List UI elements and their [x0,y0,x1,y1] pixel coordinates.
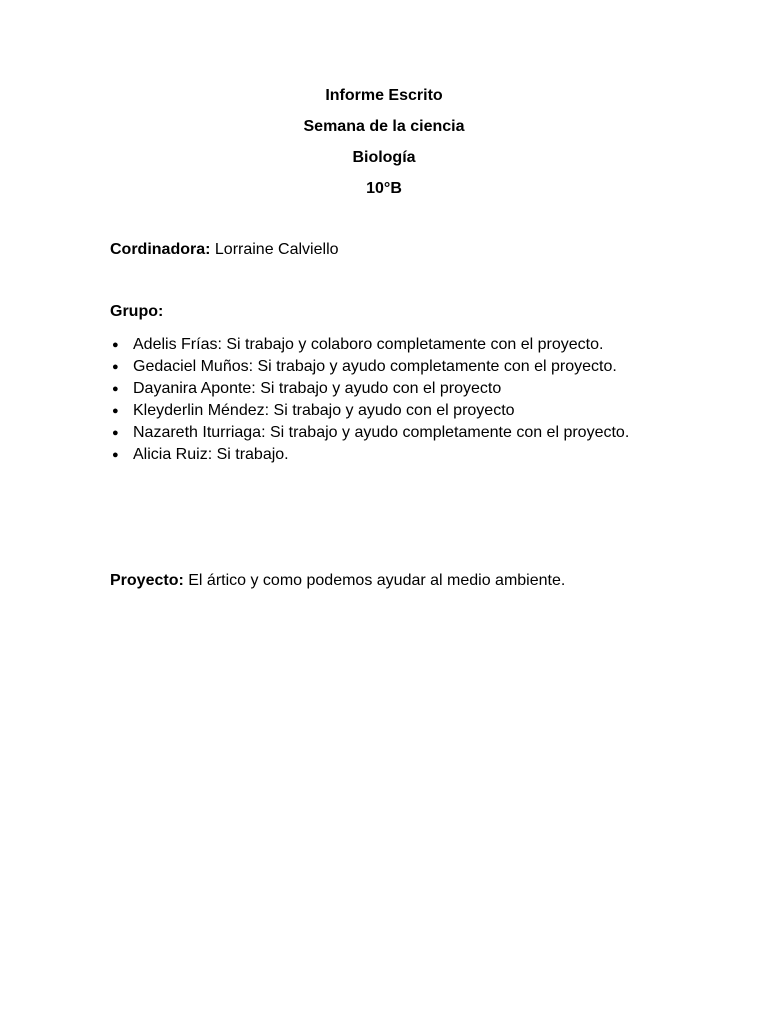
coordinator-line [110,240,339,260]
member-text: Gedaciel Muños: Si trabajo y ayudo completamente con el proyecto. [133,358,617,375]
member-text: Alicia Ruiz: Si trabajo. [133,446,289,463]
group-heading: Grupo: [110,303,164,320]
bullet-icon: ● [112,383,119,395]
member-text: Nazareth Iturriaga: Si trabajo y ayudo completamente con el proyecto. [133,424,630,441]
bullet-icon: ● [112,405,119,417]
list-item [110,334,630,356]
coordinator-name: Lorraine Calviello [210,241,339,258]
title-line: Informe Escrito [325,87,443,104]
list-item [110,400,630,422]
member-text: Kleyderlin Méndez: Si trabajo y ayudo con el proyecto [133,402,515,419]
member-text: Adelis Frías: Si trabajo y colaboro completamente con el proyecto. [133,336,604,353]
list-item [110,378,630,400]
list-item [110,444,630,466]
list-item [110,422,630,444]
class-line: 10°B [366,180,402,197]
bullet-icon: ● [112,339,119,351]
title-block [0,86,768,210]
bullet-icon: ● [112,427,119,439]
bullet-icon: ● [112,361,119,373]
coordinator-label: Cordinadora: [110,241,211,258]
bullet-icon: ● [112,449,119,461]
member-list [110,334,630,466]
project-description: El ártico y como podemos ayudar al medio ambiente. [183,572,566,589]
subject-line: Biología [352,149,416,166]
project-label: Proyecto: [110,572,184,589]
project-line [110,571,565,591]
member-text: Dayanira Aponte: Si trabajo y ayudo con el proyecto [133,380,502,397]
subtitle-line: Semana de la ciencia [303,118,465,135]
list-item [110,356,630,378]
